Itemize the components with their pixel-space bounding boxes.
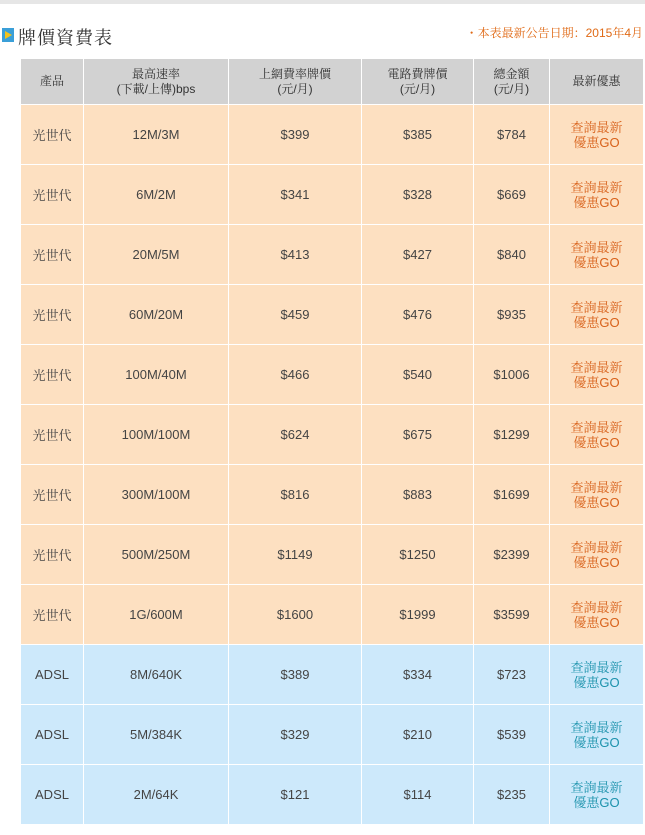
cell-internet-price: $459 xyxy=(229,285,362,345)
cell-speed: 20M/5M xyxy=(84,225,229,285)
cell-total: $1006 xyxy=(474,345,550,405)
cell-speed: 100M/40M xyxy=(84,345,229,405)
cell-promotion xyxy=(550,645,644,705)
cell-product: 光世代 xyxy=(21,585,84,645)
column-header-total: 總金額 (元/月) xyxy=(474,59,550,105)
promotion-link[interactable] xyxy=(570,300,622,330)
table-header-row xyxy=(21,59,644,105)
cell-promotion xyxy=(550,405,644,465)
cell-product: ADSL xyxy=(21,645,84,705)
table-row xyxy=(21,345,644,405)
cell-total: $3599 xyxy=(474,585,550,645)
cell-product: 光世代 xyxy=(21,465,84,525)
cell-circuit-price: $334 xyxy=(362,645,474,705)
promotion-link[interactable] xyxy=(570,180,622,210)
column-header-internet-price: 上網費率牌價 (元/月) xyxy=(229,59,362,105)
promotion-link-line1: 查詢最新 xyxy=(570,659,623,675)
promotion-link-line1: 查詢最新 xyxy=(570,359,623,375)
table-row xyxy=(21,285,644,345)
price-table xyxy=(20,58,644,825)
cell-product: ADSL xyxy=(21,705,84,765)
promotion-link-line1: 查詢最新 xyxy=(570,299,623,315)
table-row xyxy=(21,105,644,165)
promotion-link-line1: 查詢最新 xyxy=(570,479,623,495)
column-header-promotion: 最新優惠 xyxy=(550,59,644,105)
promotion-link[interactable] xyxy=(570,540,622,570)
promotion-link-line2: 優惠GO xyxy=(573,794,620,810)
cell-circuit-price: $1250 xyxy=(362,525,474,585)
table-row xyxy=(21,525,644,585)
cell-total: $669 xyxy=(474,165,550,225)
cell-speed: 2M/64K xyxy=(84,765,229,825)
cell-total: $784 xyxy=(474,105,550,165)
promotion-link-line2: 優惠GO xyxy=(573,614,620,630)
cell-product: 光世代 xyxy=(21,225,84,285)
cell-circuit-price: $210 xyxy=(362,705,474,765)
cell-product: 光世代 xyxy=(21,405,84,465)
cell-internet-price: $466 xyxy=(229,345,362,405)
cell-internet-price: $624 xyxy=(229,405,362,465)
cell-speed: 60M/20M xyxy=(84,285,229,345)
promotion-link-line2: 優惠GO xyxy=(573,314,620,330)
play-bullet-icon xyxy=(2,28,14,42)
promotion-link-line1: 查詢最新 xyxy=(570,239,623,255)
cell-internet-price: $1149 xyxy=(229,525,362,585)
cell-circuit-price: $476 xyxy=(362,285,474,345)
cell-total: $235 xyxy=(474,765,550,825)
column-header-speed: 最高速率 (下載/上傳)bps xyxy=(84,59,229,105)
cell-product: 光世代 xyxy=(21,525,84,585)
column-header-product: 產品 xyxy=(21,59,84,105)
cell-circuit-price: $675 xyxy=(362,405,474,465)
table-row xyxy=(21,165,644,225)
cell-promotion xyxy=(550,285,644,345)
cell-circuit-price: $385 xyxy=(362,105,474,165)
cell-speed: 5M/384K xyxy=(84,705,229,765)
cell-promotion xyxy=(550,705,644,765)
table-row xyxy=(21,705,644,765)
page-header xyxy=(0,20,645,50)
table-row xyxy=(21,585,644,645)
promotion-link-line2: 優惠GO xyxy=(573,494,620,510)
cell-product: 光世代 xyxy=(21,165,84,225)
table-row xyxy=(21,465,644,525)
cell-internet-price: $816 xyxy=(229,465,362,525)
promotion-link-line2: 優惠GO xyxy=(573,374,620,390)
column-header-circuit-price: 電路費牌價 (元/月) xyxy=(362,59,474,105)
cell-speed: 12M/3M xyxy=(84,105,229,165)
promotion-link-line1: 查詢最新 xyxy=(570,119,623,135)
promotion-link-line1: 查詢最新 xyxy=(570,179,623,195)
promotion-link-line1: 查詢最新 xyxy=(570,539,623,555)
cell-total: $1699 xyxy=(474,465,550,525)
cell-total: $840 xyxy=(474,225,550,285)
cell-circuit-price: $114 xyxy=(362,765,474,825)
promotion-link[interactable] xyxy=(570,420,622,450)
promotion-link-line2: 優惠GO xyxy=(573,194,620,210)
promotion-link[interactable] xyxy=(570,480,622,510)
cell-internet-price: $389 xyxy=(229,645,362,705)
table-row xyxy=(21,405,644,465)
cell-total: $935 xyxy=(474,285,550,345)
promotion-link-line1: 查詢最新 xyxy=(570,719,623,735)
cell-product: 光世代 xyxy=(21,345,84,405)
promotion-link-line2: 優惠GO xyxy=(573,254,620,270)
cell-internet-price: $413 xyxy=(229,225,362,285)
cell-speed: 8M/640K xyxy=(84,645,229,705)
table-row xyxy=(21,225,644,285)
cell-speed: 6M/2M xyxy=(84,165,229,225)
promotion-link[interactable] xyxy=(570,600,622,630)
cell-product: ADSL xyxy=(21,765,84,825)
cell-promotion xyxy=(550,585,644,645)
promotion-link-line2: 優惠GO xyxy=(573,734,620,750)
top-divider xyxy=(0,0,645,4)
cell-speed: 300M/100M xyxy=(84,465,229,525)
cell-total: $1299 xyxy=(474,405,550,465)
cell-promotion xyxy=(550,105,644,165)
cell-circuit-price: $1999 xyxy=(362,585,474,645)
cell-circuit-price: $328 xyxy=(362,165,474,225)
page-title: 牌價資費表 xyxy=(18,28,113,48)
promotion-link-line2: 優惠GO xyxy=(573,554,620,570)
cell-internet-price: $341 xyxy=(229,165,362,225)
promotion-link[interactable] xyxy=(570,660,622,690)
cell-total: $539 xyxy=(474,705,550,765)
promotion-link-line2: 優惠GO xyxy=(573,134,620,150)
promotion-link[interactable] xyxy=(570,720,622,750)
promotion-link[interactable] xyxy=(570,780,622,810)
cell-speed: 1G/600M xyxy=(84,585,229,645)
promotion-link-line1: 查詢最新 xyxy=(570,419,623,435)
cell-circuit-price: $427 xyxy=(362,225,474,285)
cell-speed: 500M/250M xyxy=(84,525,229,585)
cell-circuit-price: $540 xyxy=(362,345,474,405)
promotion-link[interactable] xyxy=(570,360,622,390)
cell-promotion xyxy=(550,465,644,525)
cell-product: 光世代 xyxy=(21,285,84,345)
promotion-link[interactable] xyxy=(570,240,622,270)
cell-promotion xyxy=(550,345,644,405)
cell-product: 光世代 xyxy=(21,105,84,165)
cell-total: $723 xyxy=(474,645,550,705)
cell-internet-price: $121 xyxy=(229,765,362,825)
cell-circuit-price: $883 xyxy=(362,465,474,525)
promotion-link-line2: 優惠GO xyxy=(573,434,620,450)
promotion-link-line1: 查詢最新 xyxy=(570,779,623,795)
cell-speed: 100M/100M xyxy=(84,405,229,465)
table-row xyxy=(21,645,644,705)
announcement-date: ・本表最新公告日期：2015年4月 xyxy=(465,26,643,40)
cell-internet-price: $329 xyxy=(229,705,362,765)
table-row xyxy=(21,765,644,825)
cell-promotion xyxy=(550,525,644,585)
cell-internet-price: $399 xyxy=(229,105,362,165)
cell-promotion xyxy=(550,225,644,285)
cell-promotion xyxy=(550,165,644,225)
promotion-link-line1: 查詢最新 xyxy=(570,599,623,615)
cell-promotion xyxy=(550,765,644,825)
cell-internet-price: $1600 xyxy=(229,585,362,645)
promotion-link-line2: 優惠GO xyxy=(573,674,620,690)
cell-total: $2399 xyxy=(474,525,550,585)
promotion-link[interactable] xyxy=(570,120,622,150)
